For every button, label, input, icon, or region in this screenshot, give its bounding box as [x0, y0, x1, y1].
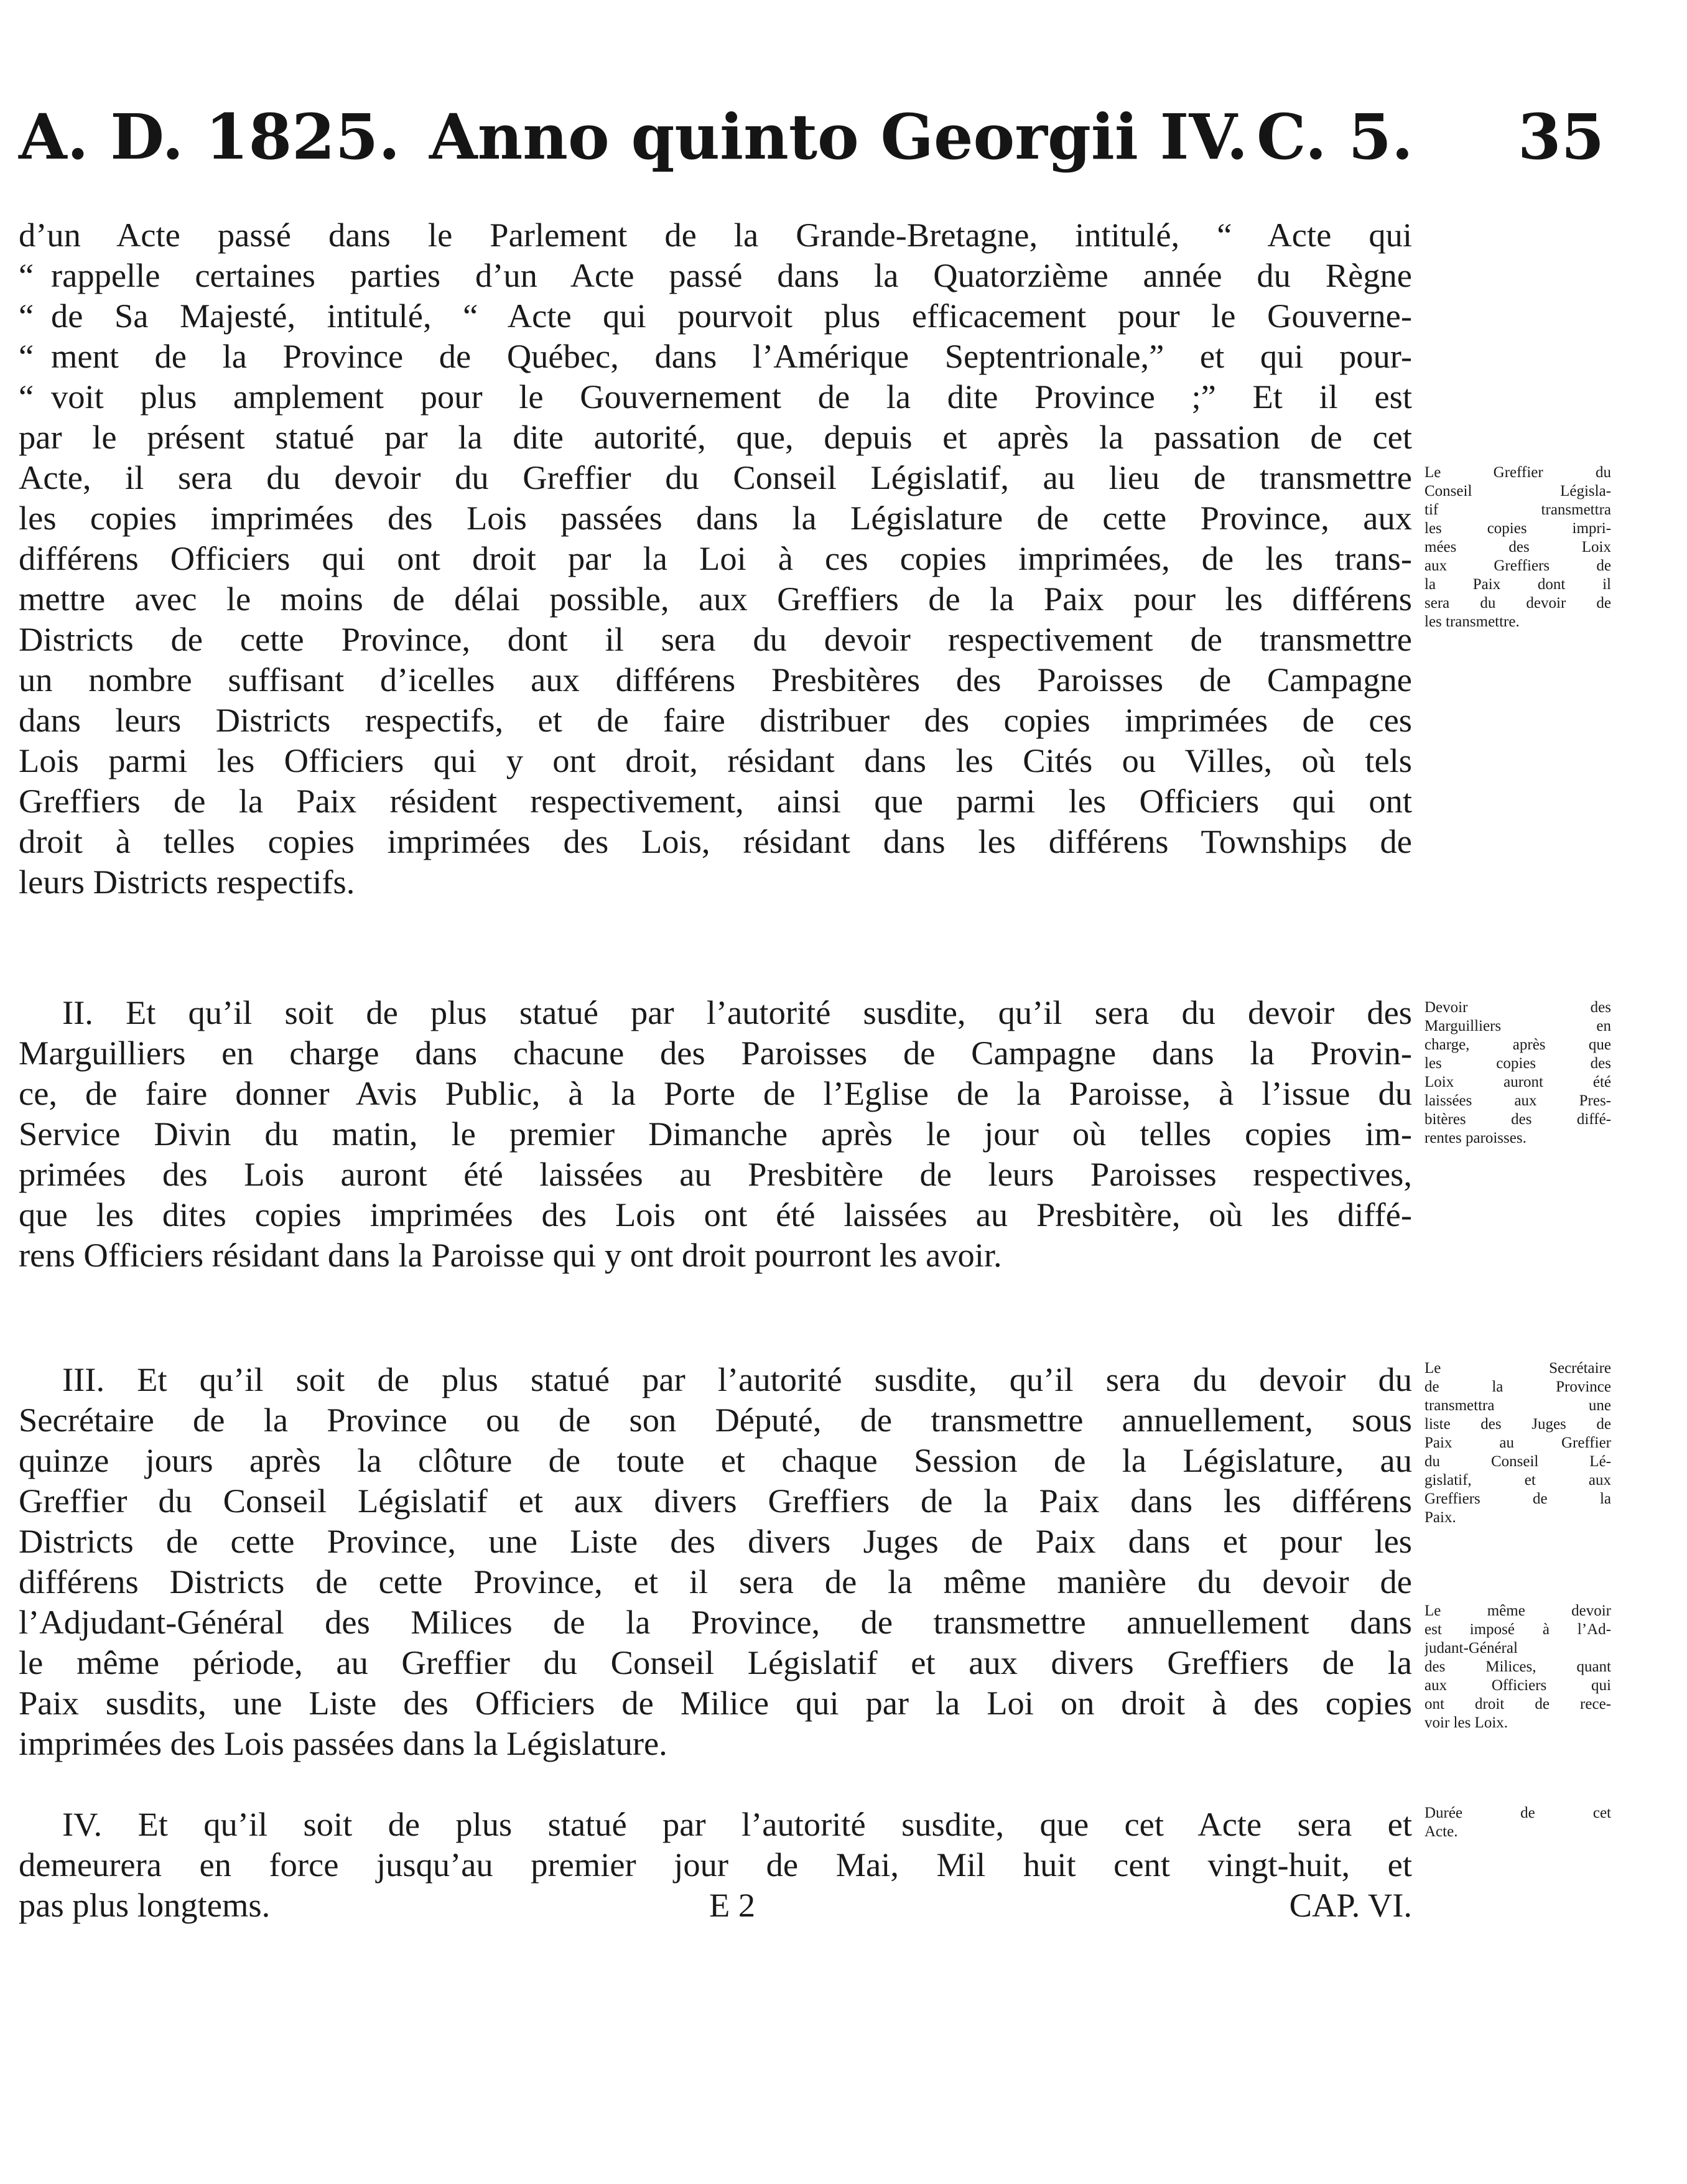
note-line: est imposé à l’Ad- — [1424, 1621, 1611, 1638]
note-line: aux Officiers qui — [1424, 1677, 1611, 1694]
text-line-content: de Sa Majesté, intitulé, “ Acte qui pourvoit plus efficacement pour le Gouverne- — [51, 297, 1412, 335]
note-line: bitères des diffé- — [1424, 1111, 1611, 1128]
note-line: les copies impri- — [1424, 520, 1611, 537]
note-line: Marguilliers en — [1424, 1018, 1611, 1034]
marginal-note — [1424, 1804, 1611, 1841]
text-line: Acte, il sera du devoir du Greffier du Conseil Législatif, au lieu de transmettre — [19, 458, 1412, 496]
text-line: leurs Districts respectifs. — [19, 863, 355, 901]
text-line: imprimées des Lois passées dans la Législature. — [19, 1724, 667, 1762]
text-line: un nombre suffisant d’icelles aux différens Presbitères des Paroisses de Campagne — [19, 661, 1412, 699]
text-line: Greffier du Conseil Législatif et aux divers Greffiers de la Paix dans les différens — [19, 1482, 1412, 1520]
signature-mark: E 2 — [709, 1886, 756, 1924]
note-line: ont droit de rece- — [1424, 1696, 1611, 1712]
text-line — [19, 336, 1412, 376]
text-line: demeurera en force jusqu’au premier jour de Mai, Mil huit cent vingt-huit, et — [19, 1846, 1412, 1884]
note-line: Le Secrétaire — [1424, 1360, 1611, 1377]
note-line: Acte. — [1424, 1823, 1458, 1840]
text-line: d’un Acte passé dans le Parlement de la Grande-Bretagne, intitulé, “ Acte qui — [19, 216, 1412, 254]
note-line: transmettra une — [1424, 1397, 1611, 1414]
note-line: tif transmettra — [1424, 501, 1611, 518]
text-line: que les dites copies imprimées des Lois ont été laissées au Presbitère, où les diffé- — [19, 1196, 1412, 1234]
text-line: Marguilliers en charge dans chacune des Paroisses de Campagne dans la Provin- — [19, 1034, 1412, 1072]
text-line: quinze jours après la clôture de toute et chaque Session de la Législature, au — [19, 1441, 1412, 1479]
note-line: Conseil Législa- — [1424, 483, 1611, 500]
note-line: les copies des — [1424, 1055, 1611, 1072]
note-line: voir les Loix. — [1424, 1714, 1508, 1731]
text-line: II. Et qu’il soit de plus statué par l’autorité susdite, qu’il sera du devoir des — [62, 993, 1412, 1031]
text-line: IV. Et qu’il soit de plus statué par l’autorité susdite, que cet Acte sera et — [62, 1805, 1412, 1843]
text-line: les copies imprimées des Lois passées dans la Législature de cette Province, aux — [19, 499, 1412, 537]
paragraph-continuation — [19, 215, 1412, 902]
text-line: rens Officiers résidant dans la Paroisse qui y ont droit pourront les avoir. — [19, 1236, 1002, 1274]
note-line: rentes paroisses. — [1424, 1130, 1527, 1146]
page-number: 35 — [1518, 100, 1605, 174]
text-line: Districts de cette Province, une Liste des divers Juges de Paix dans et pour les — [19, 1522, 1412, 1560]
section-iv — [19, 1804, 1412, 1925]
text-line: dans leurs Districts respectifs, et de faire distribuer des copies imprimées de ces — [19, 701, 1412, 739]
header-chapter: C. 5. — [1257, 100, 1413, 174]
text-line: par le présent statué par la dite autorité, que, depuis et après la passation de cet — [19, 418, 1412, 456]
note-line: Durée de cet — [1424, 1805, 1611, 1821]
text-line: Greffiers de la Paix résident respectivement, ainsi que parmi les Officiers qui ont — [19, 782, 1412, 820]
text-line — [19, 1885, 1412, 1925]
text-line-content: pas plus longtems. — [19, 1886, 271, 1924]
quote-mark: “ — [19, 378, 34, 416]
note-line: liste des Juges de — [1424, 1416, 1611, 1433]
note-line: judant-Général — [1424, 1640, 1518, 1657]
note-line: sera du devoir de — [1424, 595, 1611, 611]
note-line: Le même devoir — [1424, 1602, 1611, 1619]
section-ii — [19, 992, 1412, 1275]
text-line — [19, 376, 1412, 417]
text-line: Lois parmi les Officiers qui y ont droit, résidant dans les Cités ou Villes, où tels — [19, 741, 1412, 779]
text-line: différens Officiers qui ont droit par la Loi à ces copies imprimées, de les trans- — [19, 539, 1412, 577]
note-line: de la Province — [1424, 1378, 1611, 1395]
note-line: Le Greffier du — [1424, 464, 1611, 481]
text-line: l’Adjudant-Général des Milices de la Province, de transmettre annuellement dans — [19, 1603, 1412, 1641]
text-line: Secrétaire de la Province ou de son Député, de transmettre annuellement, sous — [19, 1401, 1412, 1439]
text-line: ce, de faire donner Avis Public, à la Porte de l’Eglise de la Paroisse, à l’issue du — [19, 1074, 1412, 1112]
note-line: gislatif, et aux — [1424, 1472, 1611, 1489]
text-line-content: rappelle certaines parties d’un Acte passé dans la Quatorzième année du Règne — [51, 256, 1412, 294]
note-line: du Conseil Lé- — [1424, 1453, 1611, 1470]
note-line: les transmettre. — [1424, 613, 1520, 630]
note-line: mées des Loix — [1424, 539, 1611, 555]
note-line: aux Greffiers de — [1424, 557, 1611, 574]
catchword-next-chapter: CAP. VI. — [1289, 1886, 1412, 1924]
note-line: Greffiers de la — [1424, 1490, 1611, 1507]
text-line-content: voit plus amplement pour le Gouvernement de la dite Province ;” Et il est — [51, 378, 1412, 416]
text-line — [19, 255, 1412, 295]
marginal-note — [1424, 1359, 1611, 1527]
section-iii — [19, 1359, 1412, 1763]
note-line: Loix auront été — [1424, 1074, 1611, 1090]
quote-mark: “ — [19, 297, 34, 335]
header-year: A. D. 1825. — [19, 100, 401, 174]
quote-mark: “ — [19, 337, 34, 375]
note-line: laissées aux Pres- — [1424, 1092, 1611, 1109]
note-line: Paix. — [1424, 1509, 1456, 1526]
text-line: différens Districts de cette Province, et il sera de la même manière du devoir de — [19, 1563, 1412, 1601]
marginal-note — [1424, 463, 1611, 631]
text-line: droit à telles copies imprimées des Lois, résidant dans les différens Townships de — [19, 822, 1412, 860]
text-line-content: ment de la Province de Québec, dans l’Amérique Septentrionale,” et qui pour- — [51, 337, 1412, 375]
text-line: Service Divin du matin, le premier Dimanche après le jour où telles copies im- — [19, 1115, 1412, 1153]
text-line: Paix susdits, une Liste des Officiers de Milice qui par la Loi on droit à des copies — [19, 1684, 1412, 1722]
quote-mark: “ — [19, 256, 34, 294]
text-line — [19, 295, 1412, 336]
note-line: Devoir des — [1424, 999, 1611, 1016]
header-title: Anno quinto Georgii IV. — [429, 100, 1248, 174]
marginal-note — [1424, 998, 1611, 1148]
marginal-note — [1424, 1602, 1611, 1732]
text-line: le même période, au Greffier du Conseil Législatif et aux divers Greffiers de la — [19, 1643, 1412, 1681]
text-line: Districts de cette Province, dont il sera du devoir respectivement de transmettre — [19, 620, 1412, 658]
note-line: charge, après que — [1424, 1036, 1611, 1053]
text-line: III. Et qu’il soit de plus statué par l’autorité susdite, qu’il sera du devoir du — [62, 1360, 1412, 1398]
note-line: la Paix dont il — [1424, 576, 1611, 593]
text-line: primées des Lois auront été laissées au Presbitère de leurs Paroisses respectives, — [19, 1155, 1412, 1193]
text-line: mettre avec le moins de délai possible, aux Greffiers de la Paix pour les différens — [19, 580, 1412, 618]
note-line: des Milices, quant — [1424, 1658, 1611, 1675]
running-header — [19, 93, 1611, 180]
note-line: Paix au Greffier — [1424, 1434, 1611, 1451]
